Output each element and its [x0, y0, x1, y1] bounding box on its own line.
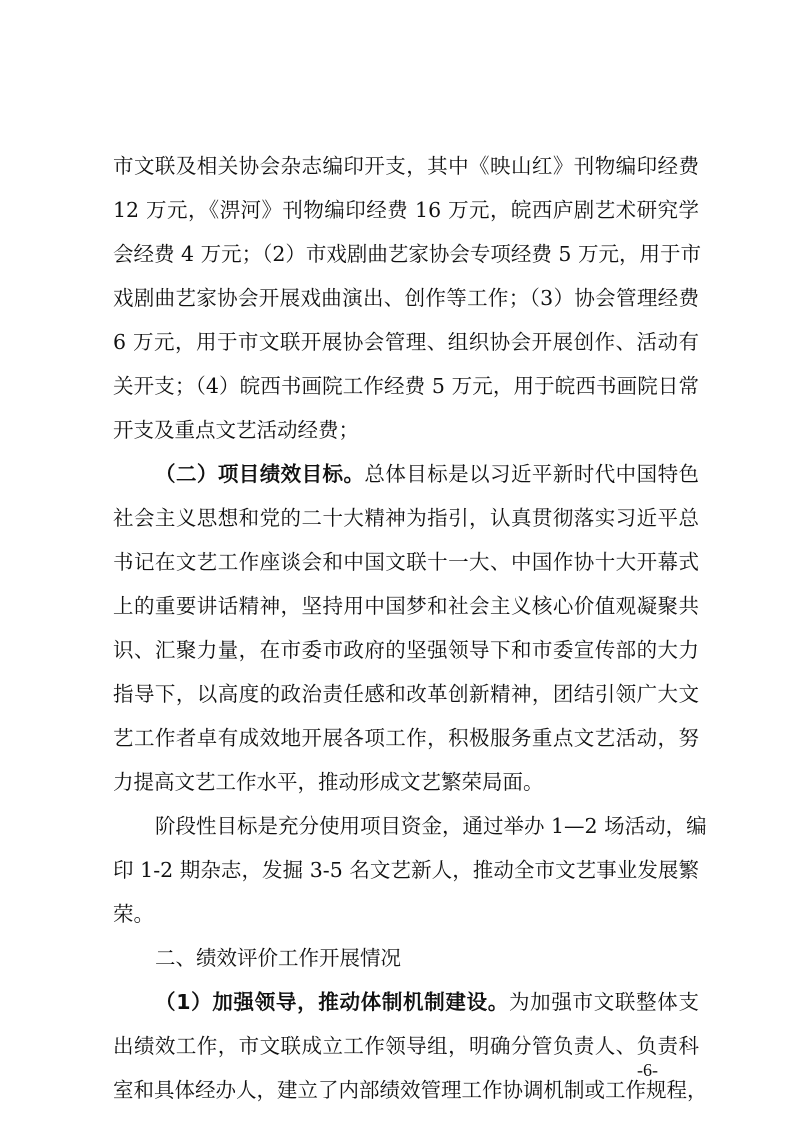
bold-lead-heading: （二）项目绩效目标。 [155, 462, 365, 486]
text-line: 书记在文艺工作座谈会和中国文联十一大、中国作协十大开幕式 [113, 550, 699, 574]
text-line: 荣。 [113, 902, 154, 926]
text-line: 关开支；（4）皖西书画院工作经费 5 万元，用于皖西书画院日常 [113, 374, 699, 398]
text-line: 社会主义思想和党的二十大精神为指引，认真贯彻落实习近平总 [113, 506, 699, 530]
page-number: -6- [637, 1060, 658, 1080]
text-run: 总体目标是以习近平新时代中国特色 [364, 462, 700, 486]
section-heading: 二、绩效评价工作开展情况 [155, 946, 401, 970]
text-line: 6 万元，用于市文联开展协会管理、组织协会开展创作、活动有 [113, 330, 699, 354]
text-line: 会经费 4 万元；（2）市戏剧曲艺家协会专项经费 5 万元，用于市 [113, 242, 701, 266]
text-line: 印 1-2 期杂志，发掘 3-5 名文艺新人，推动全市文艺事业发展繁 [113, 858, 699, 882]
text-line: 上的重要讲话精神，坚持用中国梦和社会主义核心价值观凝聚共 [113, 594, 699, 618]
paragraph-first-line: 阶段性目标是充分使用项目资金，通过举办 1—2 场活动，编 [155, 814, 707, 838]
text-run: 为加强市文联整体支 [508, 990, 699, 1014]
bold-lead-heading: （1）加强领导，推动体制机制建设。 [155, 990, 509, 1014]
text-line: 开支及重点文艺活动经费； [113, 418, 359, 442]
text-line: 戏剧曲艺家协会开展戏曲演出、创作等工作；（3）协会管理经费 [113, 286, 699, 310]
text-line: 12 万元，《淠河》刊物编印经费 16 万元，皖西庐剧艺术研究学 [113, 198, 699, 222]
text-line: 室和具体经办人，建立了内部绩效管理工作协调机制或工作规程， [113, 1078, 708, 1102]
text-line: 出绩效工作，市文联成立工作领导组，明确分管负责人、负责科 [113, 1034, 699, 1058]
paragraph-first-line [155, 462, 699, 486]
paragraph-first-line [155, 990, 699, 1014]
text-line: 市文联及相关协会杂志编印开支，其中《映山红》刊物编印经费 [113, 154, 699, 178]
text-line: 识、汇聚力量，在市委市政府的坚强领导下和市委宣传部的大力 [113, 638, 699, 662]
text-line: 指导下，以高度的政治责任感和改革创新精神，团结引领广大文 [113, 682, 699, 706]
text-line: 力提高文艺工作水平，推动形成文艺繁荣局面。 [113, 770, 544, 794]
text-line: 艺工作者卓有成效地开展各项工作，积极服务重点文艺活动，努 [113, 726, 699, 750]
